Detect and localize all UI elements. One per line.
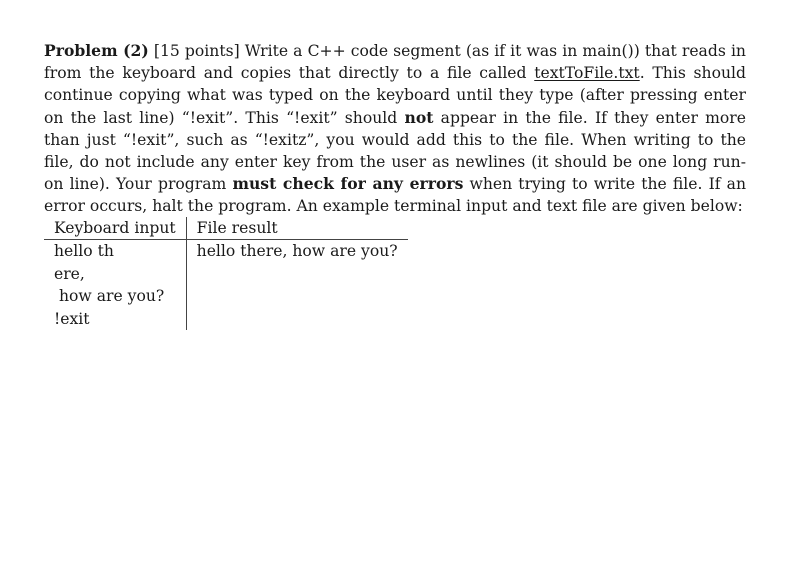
keyboard-input-cell: how are you?: [44, 285, 186, 307]
keyboard-input-cell: ere,: [44, 263, 186, 285]
table-header-row: [44, 217, 408, 240]
file-result-cell: [186, 263, 408, 285]
file-name: textToFile.txt: [534, 64, 640, 83]
file-result-cell: [186, 285, 408, 307]
problem-label: Problem (2): [44, 41, 149, 60]
emphasis-must-check-errors: must check for any errors: [232, 174, 464, 194]
problem-text-part-1: Write a C++ code segment (as if it was in main()) that reads in from the keyboard and copies that directly to a file called: [44, 42, 746, 83]
table-row: [44, 308, 408, 330]
emphasis-not: not: [404, 107, 434, 127]
example-table-container: [44, 217, 408, 330]
table-row: [44, 240, 408, 263]
header-file-result: File result: [186, 217, 408, 240]
problem-text-part-4: when trying to write the file. If an error occurs, halt the program. An example terminal input and text file are given below:: [44, 175, 747, 216]
header-keyboard-input: Keyboard input: [44, 217, 186, 240]
example-table: [44, 217, 408, 330]
problem-text-part-2: . This should continue copying what was typed on the keyboard until they type (after pressing enter on the last line) “!exit”. This “!exit” should: [44, 64, 746, 127]
file-result-cell: hello there, how are you?: [196, 242, 398, 261]
table-row: [44, 285, 408, 307]
keyboard-input-cell: !exit: [44, 308, 186, 330]
problem-text-part-3: appear in the file. If they enter more than just “!exit”, such as “!exitz”, you would add this to the file. When writing to the file, do not include any enter key from the user as newlines (it should be one long run-on line). Your program: [44, 108, 746, 194]
problem-points: [15 points]: [153, 42, 240, 60]
keyboard-input-cell: hello th: [44, 240, 186, 263]
file-result-cell: [186, 308, 408, 330]
table-row: [44, 263, 408, 285]
problem-statement: [44, 40, 746, 218]
